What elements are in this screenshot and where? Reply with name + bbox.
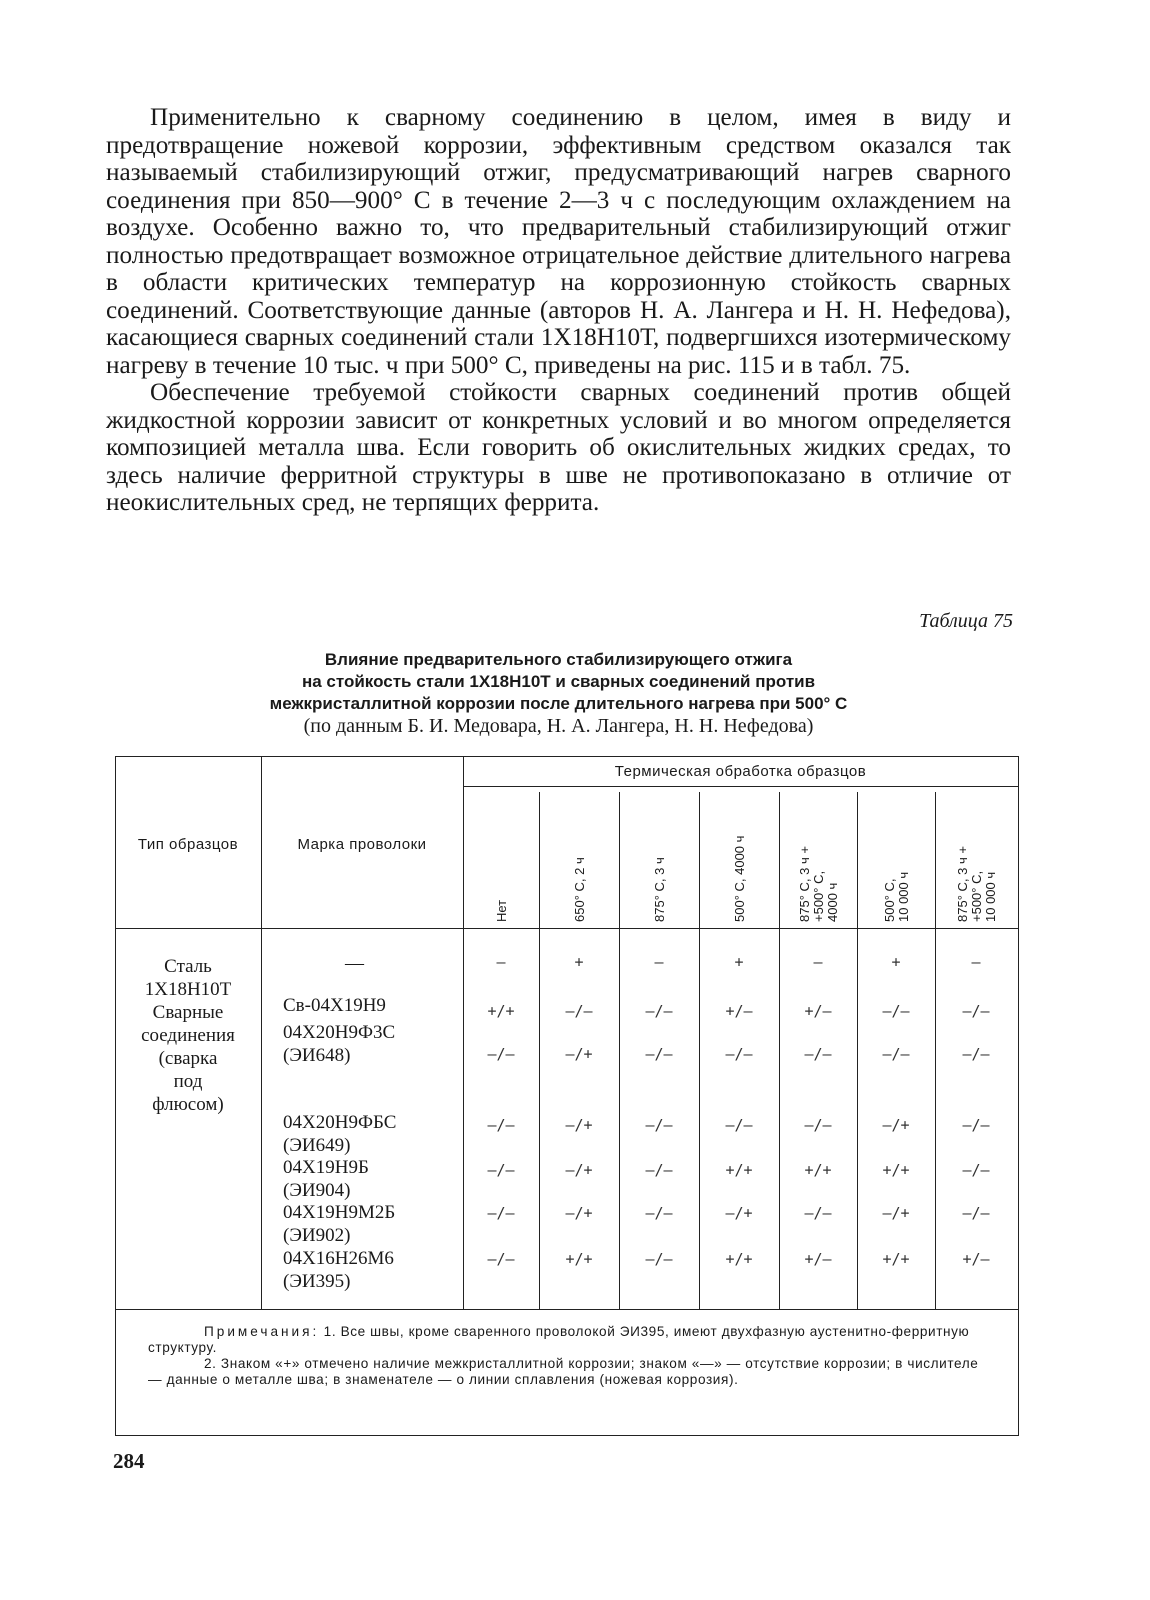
- wire-grade-line: 04Х20Н9Ф3С: [283, 1022, 396, 1043]
- wire-grade-line: 04Х16Н26М6: [283, 1248, 394, 1269]
- wire-grade: [283, 1248, 463, 1293]
- table-title-line: Влияние предварительного стабилизирующего отжига: [324, 650, 793, 669]
- result-cell: —: [971, 953, 981, 971]
- table-title: [106, 649, 1011, 715]
- result-cell: —/—: [645, 1045, 673, 1063]
- result-cell: —: [813, 953, 823, 971]
- note-1: 1. Все швы, кроме сваренного проволокой ЭИ395, имеют двухфазную аустенитно-ферритную структуру.: [148, 1324, 970, 1355]
- wire-grade-line: (ЭИ649): [283, 1134, 351, 1156]
- notes-label: Примечания:: [204, 1324, 320, 1339]
- result-cell: —/+: [565, 1204, 593, 1222]
- wire-grade-line: (ЭИ904): [283, 1179, 351, 1201]
- result-cell: —/+: [565, 1116, 593, 1134]
- result-cell: —/—: [962, 1116, 990, 1134]
- result-cell: —/—: [565, 1002, 593, 1020]
- column-rule: [619, 792, 620, 1309]
- result-cell: —/—: [882, 1045, 910, 1063]
- result-cell: —/—: [645, 1250, 673, 1268]
- treatment-header-2: [573, 857, 587, 922]
- notes-rule: [115, 1309, 1018, 1310]
- treatment-header-3: [653, 857, 667, 922]
- wire-grade: [283, 995, 463, 1018]
- wire-grade: [283, 1022, 463, 1067]
- specimen-welds-line: под: [173, 1071, 203, 1092]
- result-cell: +/+: [882, 1161, 910, 1179]
- column-rule: [699, 792, 700, 1309]
- result-cell: —/+: [882, 1116, 910, 1134]
- result-cell: +: [734, 953, 744, 971]
- column-rule: [857, 792, 858, 1309]
- result-cell: —/—: [645, 1204, 673, 1222]
- result-cell: —/—: [962, 1161, 990, 1179]
- treatment-header-4: [733, 836, 747, 922]
- specimen-steel-line: Сталь: [164, 956, 212, 977]
- header-divider: [463, 786, 1018, 787]
- result-cell: +: [574, 953, 584, 971]
- table-title-line: межкристаллитной коррозии после длительного нагрева при 500° С: [269, 694, 848, 713]
- treatment-header-line: 10 000 ч: [982, 871, 998, 922]
- body-text: [106, 104, 1011, 517]
- result-cell: +/+: [882, 1250, 910, 1268]
- result-cell: —/+: [565, 1161, 593, 1179]
- treatment-header-line: 4000 ч: [824, 882, 840, 922]
- wire-grade: [283, 1112, 463, 1157]
- treatment-header-line: 875° С, 3 ч +: [954, 846, 970, 922]
- treatment-header-line: 875° С, 3 ч: [651, 857, 667, 922]
- treatment-header-line: +500° С,: [810, 870, 826, 922]
- wire-grade-line: (ЭИ395): [283, 1270, 351, 1292]
- specimen-welds-line: (сварка: [158, 1048, 218, 1069]
- treatment-header-line: 10 000 ч: [895, 871, 911, 922]
- result-cell: —/—: [962, 1204, 990, 1222]
- specimen-welds-line: флюсом): [152, 1094, 224, 1115]
- result-cell: —/—: [882, 1002, 910, 1020]
- wire-grade-line: 04Х20Н9ФБС: [283, 1112, 397, 1133]
- treatment-header-5: [798, 846, 840, 922]
- column-rule: [779, 792, 780, 1309]
- result-cell: +/—: [962, 1250, 990, 1268]
- table-label: Таблица 75: [919, 610, 1013, 632]
- result-cell: —/—: [645, 1116, 673, 1134]
- wire-grade-line: Св-04Х19Н9: [283, 995, 386, 1016]
- paragraph-1: Применительно к сварному соединению в целом, имея в виду и предотвращение ножевой коррозии, эффективным средством оказался так называемый стабилизирующий отжиг, предусматривающий нагрев сварного соединения при 850—900° С в течение 2—3 ч с последующим охлаждением на воздухе. Особенно важно то, что предварительный стабилизирующий отжиг полностью предотвращает возможное отрицательное действие длительного нагрева в области критических температур на коррозионную стойкость сварных соединений. Соответствующие данные (авторов Н. А. Лангера и Н. Н. Нефедова), касающиеся сварных соединений стали 1Х18Н10Т, подвергшихся изотермическому нагреву в течение 10 тыс. ч при 500° С, приведены на рис. 115 и в табл. 75.: [106, 104, 1011, 379]
- result-cell: +/+: [804, 1161, 832, 1179]
- column-rule: [539, 792, 540, 1309]
- treatment-header-1: [495, 900, 509, 922]
- result-cell: —/+: [882, 1204, 910, 1222]
- result-cell: +/—: [804, 1250, 832, 1268]
- wire-grade-line: —: [345, 953, 364, 974]
- result-cell: —/—: [804, 1116, 832, 1134]
- header-bottom-rule: [115, 928, 1018, 929]
- wire-grade-line: 04Х19Н9Б: [283, 1157, 369, 1178]
- specimen-welds: [118, 1001, 258, 1116]
- wire-grade-line: (ЭИ648): [283, 1044, 351, 1066]
- specimen-steel: [118, 955, 258, 1001]
- column-rule: [463, 756, 464, 1309]
- result-cell: —/+: [725, 1204, 753, 1222]
- specimen-welds-line: соединения: [141, 1025, 235, 1046]
- result-cell: +/+: [565, 1250, 593, 1268]
- result-cell: —/—: [487, 1204, 515, 1222]
- note-2: 2. Знаком «+» отмечено наличие межкристаллитной коррозии; знаком «—» — отсутствие коррозии; в числителе — данные о металле шва; в знаменателе — о линии сплавления (ножевая коррозия).: [148, 1356, 979, 1387]
- result-cell: —/—: [725, 1045, 753, 1063]
- column-header-treatment: Термическая обработка образцов: [614, 763, 867, 780]
- treatment-header-6: [883, 872, 911, 922]
- result-cell: —/—: [487, 1161, 515, 1179]
- result-cell: —/+: [565, 1045, 593, 1063]
- result-cell: —/—: [487, 1250, 515, 1268]
- specimen-welds-line: Сварные: [152, 1002, 224, 1023]
- result-cell: —/—: [645, 1161, 673, 1179]
- page-number: 284: [113, 1449, 145, 1473]
- result-cell: —/—: [645, 1002, 673, 1020]
- result-cell: +/+: [725, 1161, 753, 1179]
- result-cell: —/—: [962, 1002, 990, 1020]
- wire-grade-line: 04Х19Н9М2Б: [283, 1202, 396, 1223]
- result-cell: —/—: [487, 1045, 515, 1063]
- treatment-header-line: 650° С, 2 ч: [571, 857, 587, 922]
- result-cell: +: [891, 953, 901, 971]
- wire-grade: [283, 1157, 463, 1202]
- result-cell: —/—: [487, 1116, 515, 1134]
- table-title-line: на стойкость стали 1Х18Н10Т и сварных соединений против: [301, 672, 816, 691]
- treatment-header-line: 875° С, 3 ч +: [796, 846, 812, 922]
- wire-grade-line: (ЭИ902): [283, 1224, 351, 1246]
- table-subtitle: (по данным Б. И. Медовара, Н. А. Лангера, Н. Н. Нефедова): [303, 715, 814, 737]
- result-cell: —/—: [804, 1204, 832, 1222]
- result-cell: +/—: [804, 1002, 832, 1020]
- result-cell: +/—: [725, 1002, 753, 1020]
- treatment-header-line: 500° С,: [881, 878, 897, 922]
- result-cell: —/—: [962, 1045, 990, 1063]
- result-cell: —/—: [804, 1045, 832, 1063]
- treatment-header-7: [956, 846, 998, 922]
- wire-grade: [283, 1202, 463, 1247]
- result-cell: —: [654, 953, 664, 971]
- result-cell: —/—: [725, 1116, 753, 1134]
- treatment-header-line: +500° С,: [968, 870, 984, 922]
- table-notes: [148, 1324, 988, 1388]
- treatment-header-line: Нет: [493, 899, 509, 922]
- paragraph-2: Обеспечение требуемой стойкости сварных соединений против общей жидкостной коррозии зависит от конкретных условий и во многом определяется композицией металла шва. Если говорить об окислительных жидких средах, то здесь наличие ферритной структуры в шве не противопоказано в отличие от неокислительных сред, не терпящих феррита.: [106, 379, 1011, 516]
- column-header-specimen: Тип образцов: [137, 836, 239, 853]
- specimen-steel-line: 1Х18Н10Т: [144, 979, 232, 1000]
- result-cell: —: [496, 953, 506, 971]
- treatment-header-line: 500° С, 4000 ч: [731, 835, 747, 922]
- result-cell: +/+: [487, 1002, 515, 1020]
- result-cell: +/+: [725, 1250, 753, 1268]
- column-rule: [935, 792, 936, 1309]
- column-header-wire: Марка проволоки: [297, 836, 427, 853]
